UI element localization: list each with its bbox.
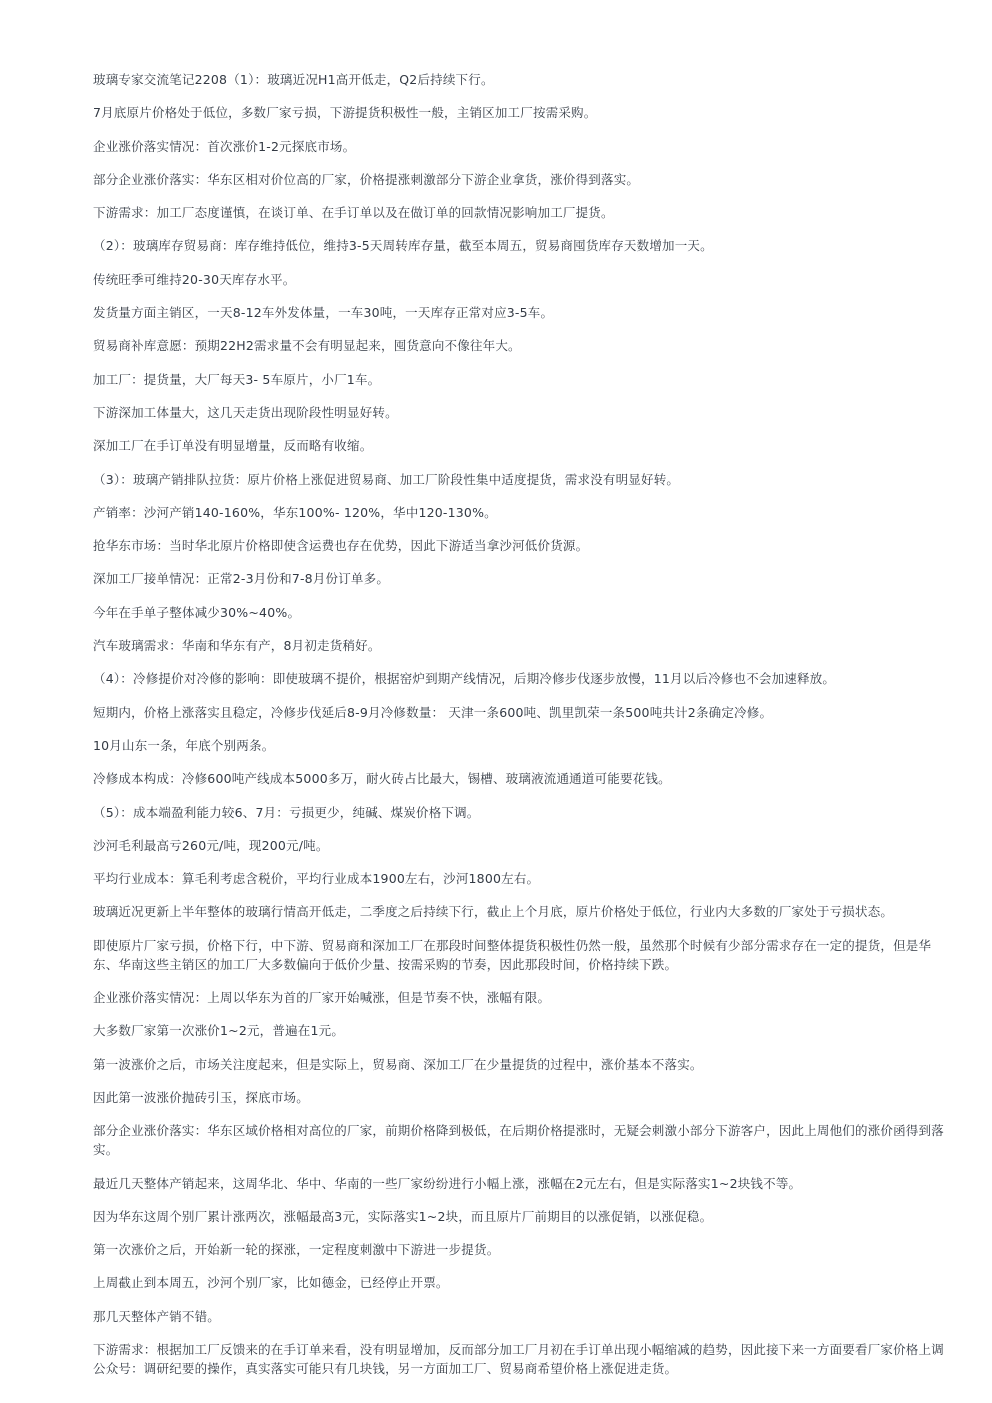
paragraph: 下游需求：加工厂态度谨慎，在谈订单、在手订单以及在做订单的回款情况影响加工厂提货。 <box>93 205 614 221</box>
paragraph: （2）：玻璃库存贸易商：库存维持低位，维持3-5天周转库存量，截至本周五，贸易商囤货库存天数增加一天。 <box>93 238 713 254</box>
paragraph: 产销率：沙河产销140-160%，华东100%- 120%，华中120-130%。 <box>93 504 497 520</box>
paragraph: 玻璃专家交流笔记2208（1）：玻璃近况H1高开低走，Q2后持续下行。 <box>93 72 494 87</box>
paragraph: 第一次涨价之后，开始新一轮的探涨，一定程度刺激中下游进一步提货。 <box>93 1242 500 1258</box>
paragraph: 短期内，价格上涨落实且稳定，冷修步伐延后8-9月冷修数量： 天津一条600吨、凯里凯荣一条500吨共计2条确定冷修。 <box>93 704 773 720</box>
paragraph: 传统旺季可维持20-30天库存水平。 <box>93 271 296 287</box>
paragraph: 汽车玻璃需求：华南和华东有产，8月初走货稍好。 <box>93 638 381 654</box>
paragraph: 大多数厂家第一次涨价1~2元，普遍在1元。 <box>93 1023 345 1039</box>
paragraph: 发货量方面主销区，一天8-12车外发体量，一车30吨，一天库存正常对应3-5车。 <box>93 305 554 321</box>
paragraph: 沙河毛利最高亏260元/吨，现200元/吨。 <box>93 837 329 853</box>
paragraph: （3）：玻璃产销排队拉货：原片价格上涨促进贸易商、加工厂阶段性集中适度提货，需求没有明显好转。 <box>93 471 680 487</box>
paragraph: 下游需求：根据加工厂反馈来的在手订单来看，没有明显增加，反而部分加工厂月初在手订单出现小幅缩减的趋势，因此接下来一方面要看厂家价格上调公众号：调研纪要的操作，真实落实可能只有几块钱，另一方面加工厂、贸易商希望价格上涨促进走货。 <box>93 1341 944 1376</box>
paragraph: 下游深加工体量大，这几天走货出现阶段性明显好转。 <box>93 404 398 420</box>
paragraph: 因为华东这周个别厂累计涨两次，涨幅最高3元，实际落实1~2块，而且原片厂前期目的以涨促销，以涨促稳。 <box>93 1208 713 1224</box>
paragraph: 7月底原片价格处于低位，多数厂家亏损，下游提货积极性一般，主销区加工厂按需采购。 <box>93 105 597 121</box>
paragraph: 最近几天整体产销起来，这周华北、华中、华南的一些厂家纷纷进行小幅上涨，涨幅在2元左右，但是实际落实1~2块钱不等。 <box>93 1175 802 1191</box>
paragraph: 深加工厂在手订单没有明显增量，反而略有收缩。 <box>93 438 373 454</box>
paragraph: 加工厂：提货量，大厂每天3- 5车原片，小厂1车。 <box>93 371 381 387</box>
paragraph: 今年在手单子整体减少30%~40%。 <box>93 604 301 620</box>
paragraph: 10月山东一条，年底个别两条。 <box>93 737 275 753</box>
paragraph: 第一波涨价之后，市场关注度起来，但是实际上，贸易商、深加工厂在少量提货的过程中，涨价基本不落实。 <box>93 1056 703 1072</box>
paragraph: 玻璃近况更新上半年整体的玻璃行情高开低走，二季度之后持续下行，截止上个月底，原片价格处于低位，行业内大多数的厂家处于亏损状态。 <box>93 904 894 920</box>
paragraph: 平均行业成本：算毛利考虑含税价，平均行业成本1900左右，沙河1800左右。 <box>93 871 540 887</box>
paragraph: 冷修成本构成：冷修600吨产线成本5000多万，耐火砖占比最大，锡槽、玻璃液流通通道可能要花钱。 <box>93 771 671 787</box>
paragraph: 部分企业涨价落实：华东区域价格相对高位的厂家，前期价格降到极低，在后期价格提涨时，无疑会刺激小部分下游客户，因此上周他们的涨价函得到落实。 <box>93 1123 944 1158</box>
paragraph: 部分企业涨价落实：华东区相对价位高的厂家，价格提涨刺激部分下游企业拿货，涨价得到落实。 <box>93 171 640 187</box>
paragraph: 因此第一波涨价抛砖引玉，探底市场。 <box>93 1089 309 1105</box>
paragraph: 企业涨价落实情况：上周以华东为首的厂家开始喊涨，但是节奏不快，涨幅有限。 <box>93 990 551 1006</box>
paragraph: 深加工厂接单情况：正常2-3月份和7-8月份订单多。 <box>93 571 390 587</box>
paragraph: 即使原片厂家亏损，价格下行，中下游、贸易商和深加工厂在那段时间整体提货积极性仍然一般，虽然那个时候有少部分需求存在一定的提货，但是华东、华南这些主销区的加工厂大多数偏向于低价少量、按需采购的节奏，因此那段时间，价格持续下跌。 <box>93 937 932 972</box>
paragraph: 上周截止到本周五，沙河个别厂家，比如德金，已经停止开票。 <box>93 1275 449 1291</box>
paragraph: 企业涨价落实情况：首次涨价1-2元探底市场。 <box>93 138 356 154</box>
paragraph: （4）：冷修提价对冷修的影响：即使玻璃不提价，根据窑炉到期产线情况，后期冷修步伐逐步放慢，11月以后冷修也不会加速释放。 <box>93 671 836 687</box>
paragraph: 那几天整体产销不错。 <box>93 1308 221 1324</box>
document-body <box>93 70 945 1392</box>
paragraph: 贸易商补库意愿：预期22H2需求量不会有明显起来，囤货意向不像往年大。 <box>93 338 521 354</box>
paragraph: 抢华东市场：当时华北原片价格即使含运费也存在优势，因此下游适当拿沙河低价货源。 <box>93 538 589 554</box>
paragraph: （5）：成本端盈利能力较6、7月：亏损更少，纯碱、煤炭价格下调。 <box>93 804 480 820</box>
